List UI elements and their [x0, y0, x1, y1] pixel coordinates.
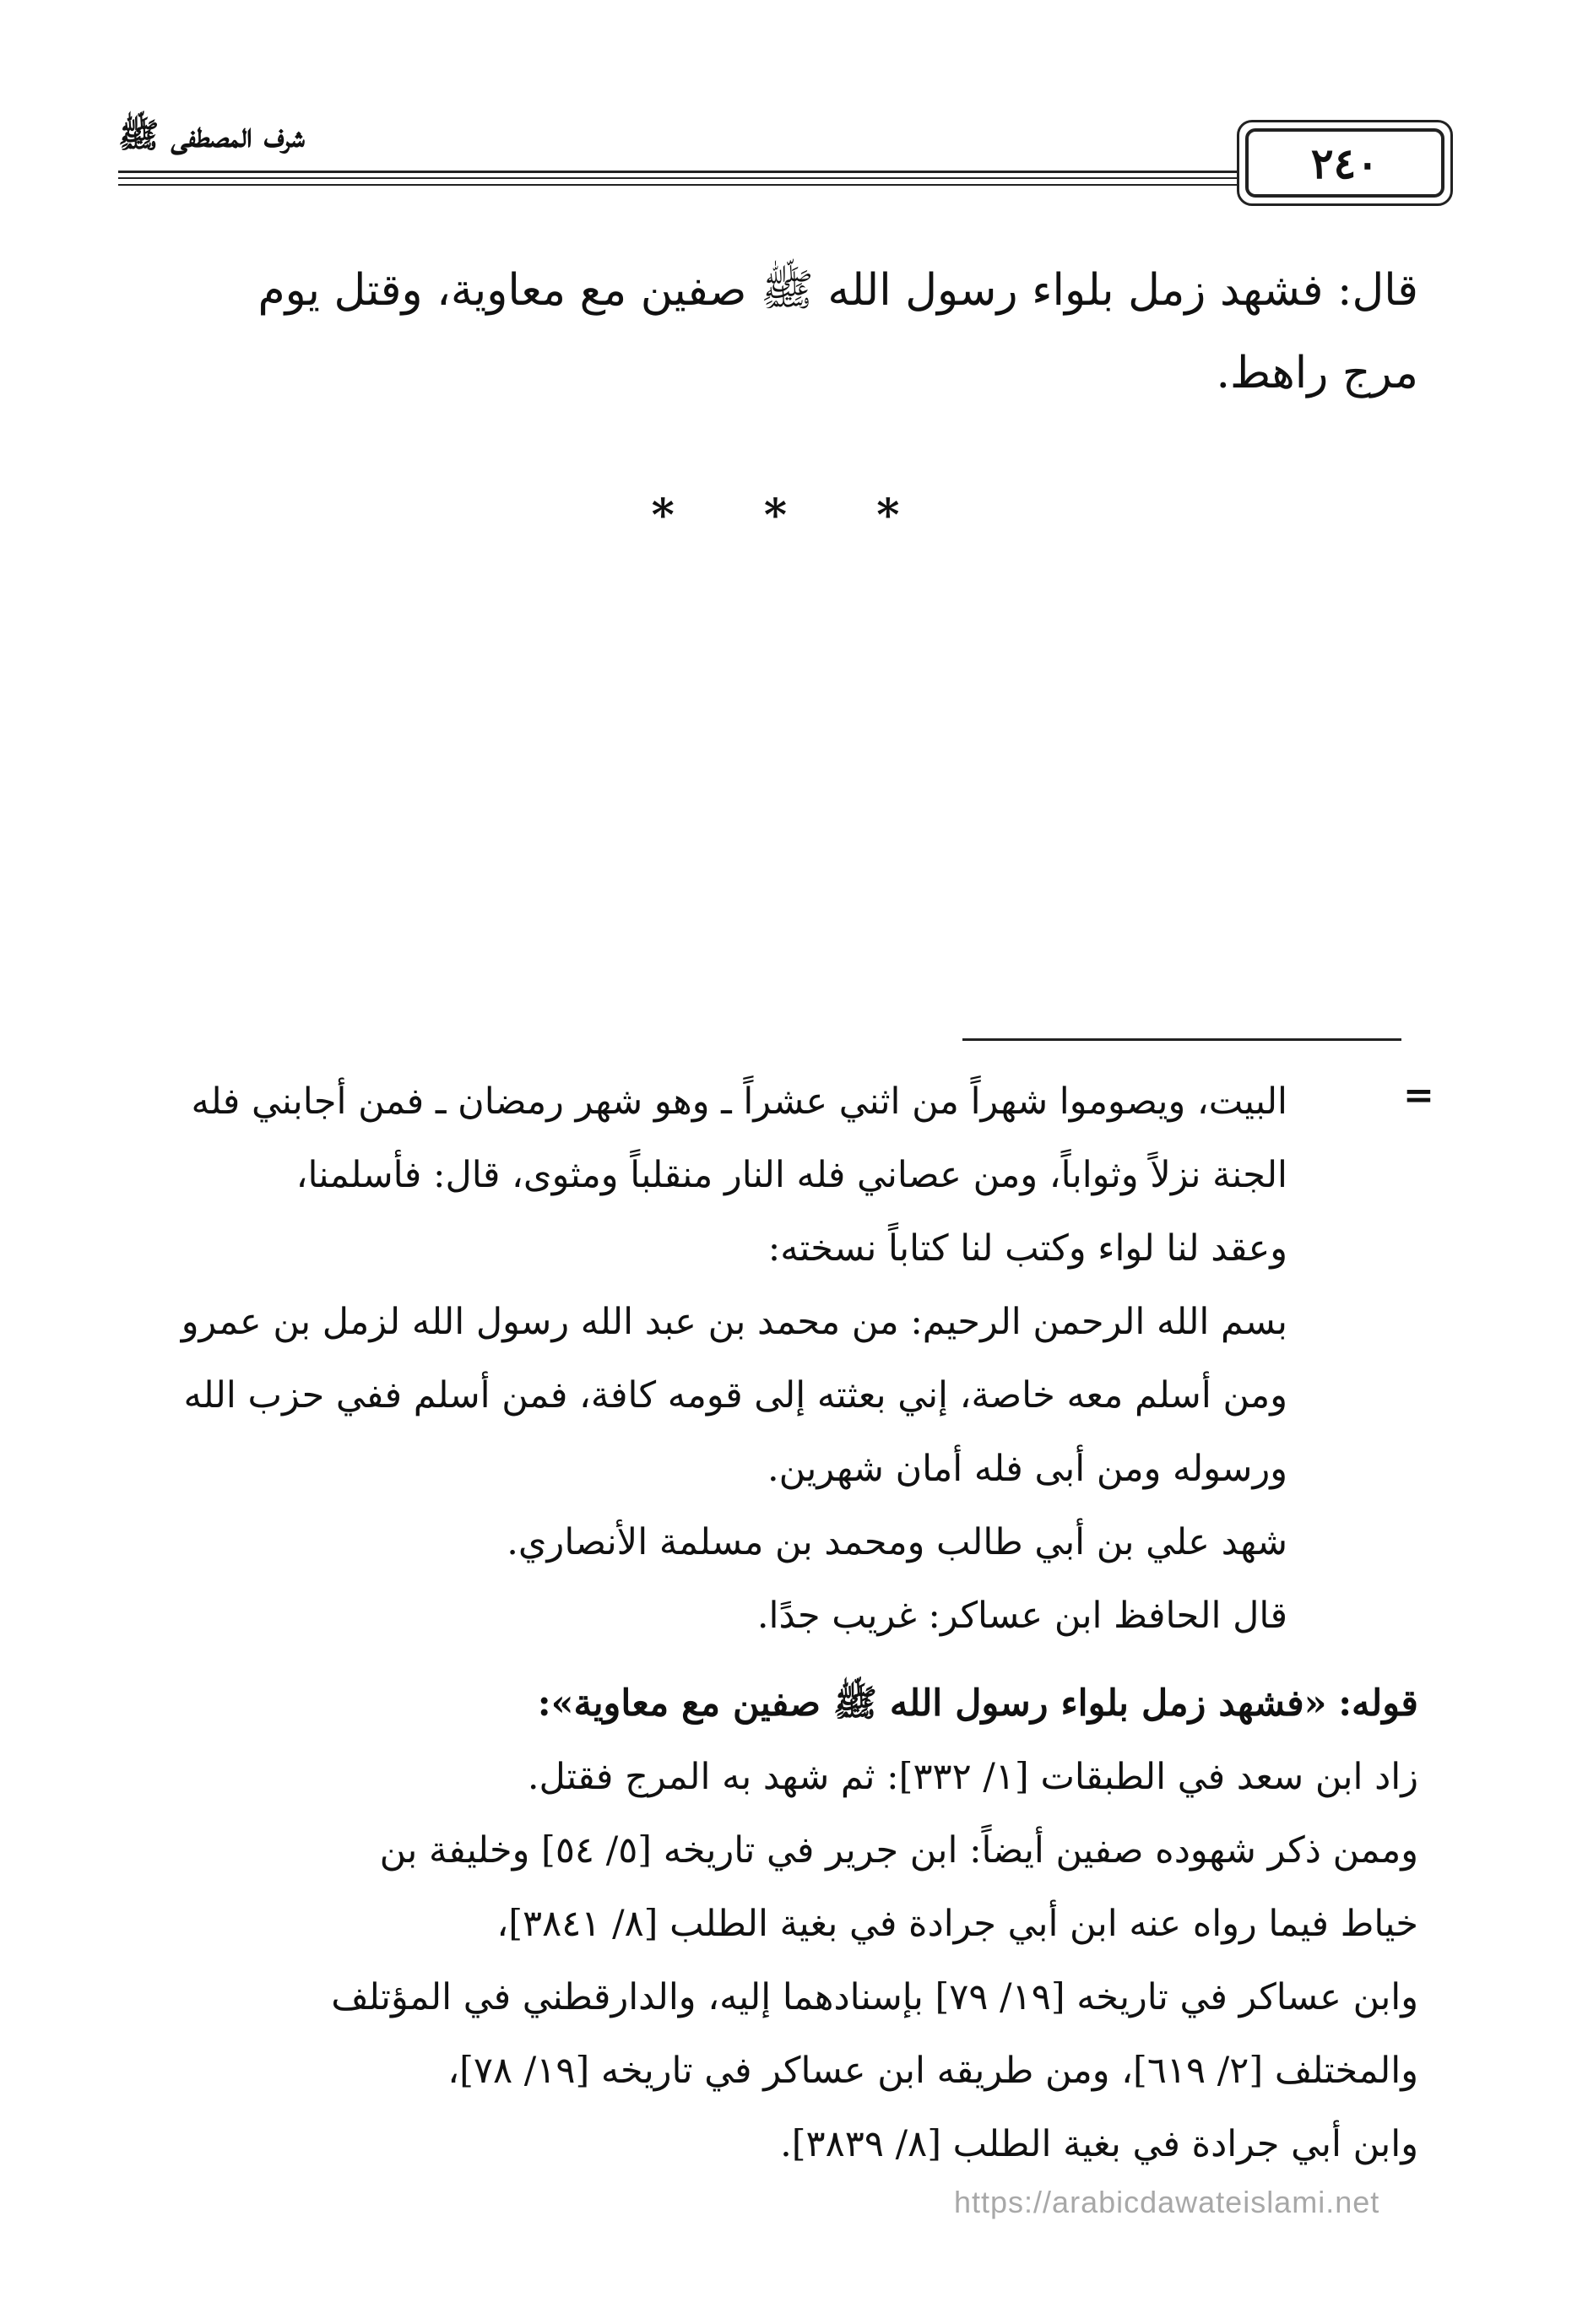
- commentary-line: وممن ذكر شهوده صفين أيضاً: ابن جرير في تاريخه [٥/ ٥٤] وخليفة بن: [379, 1829, 1418, 1872]
- running-header: [118, 110, 1427, 211]
- commentary-heading: [118, 1667, 1418, 1741]
- footnote-line: الجنة نزلاً وثواباً، ومن عصاني فله النار منقلباً ومثوى، قال: فأسلمنا،: [295, 1154, 1287, 1196]
- footnote-line: شهد علي بن أبي طالب ومحمد بن مسلمة الأنصاري.: [507, 1521, 1287, 1563]
- footnote-line: ومن أسلم معه خاصة، إني بعثته إلى قومه كافة، فمن أسلم ففي حزب الله: [183, 1374, 1287, 1417]
- book-title: شرف المصطفى ﷺ: [118, 116, 305, 155]
- footnote-line: البيت، ويصوموا شهراً من اثني عشراً ـ وهو شهر رمضان ـ فمن أجابني فله: [191, 1081, 1287, 1123]
- footnote-rule: [962, 1038, 1401, 1041]
- footnote-line: وعقد لنا لواء وكتب لنا كتاباً نسخته:: [767, 1227, 1287, 1270]
- footnote-line: بسم الله الرحمن الرحيم: من محمد بن عبد الله رسول الله لزمل بن عمرو: [181, 1301, 1287, 1343]
- page-number-frame: [1237, 120, 1453, 206]
- main-text: [118, 249, 1418, 414]
- commentary-line: وابن أبي جرادة في بغية الطلب [٨/ ٣٨٣٩].: [780, 2123, 1418, 2165]
- page-number: ٢٤٠: [1245, 128, 1444, 198]
- continuation-mark: =: [1403, 1074, 1434, 1117]
- commentary-line: خياط فيما رواه عنه ابن أبي جرادة في بغية الطلب [٨/ ٣٨٤١]،: [496, 1903, 1418, 1945]
- section-separator: * * *: [651, 490, 937, 541]
- main-text-line: قال: فشهد زمل بلواء رسول الله ﷺ صفين مع معاوية، وقتل يوم: [257, 265, 1418, 316]
- commentary-quote: «فشهد زمل بلواء رسول الله ﷺ صفين مع معاوية»:: [537, 1682, 1327, 1725]
- commentary-line: والمختلف [٢/ ٦١٩]، ومن طريقه ابن عساكر في تاريخه [١٩/ ٧٨]،: [447, 2050, 1418, 2092]
- commentary-line: زاد ابن سعد في الطبقات [١/ ٣٣٢]: ثم شهد به المرج فقتل.: [527, 1756, 1418, 1798]
- footnote-line: ورسوله ومن أبى فله أمان شهرين.: [767, 1448, 1287, 1490]
- header-rule: [118, 177, 1427, 179]
- header-rule: [118, 171, 1427, 173]
- commentary-block: [118, 1667, 1418, 2181]
- main-text-line: مرج راهط.: [1216, 348, 1418, 398]
- commentary-body: [249, 1741, 1418, 2181]
- commentary-line: وابن عساكر في تاريخه [١٩/ ٧٩] بإسنادهما إليه، والدارقطني في المؤتلف: [331, 1976, 1418, 2018]
- watermark-url: https://arabicdawateislami.net: [954, 2185, 1380, 2219]
- header-rule: [118, 184, 1427, 186]
- commentary-lead: قوله:: [1338, 1682, 1418, 1725]
- footnote-line: قال الحافظ ابن عساكر: غريب جدًا.: [756, 1595, 1287, 1637]
- footnote-block: [118, 1065, 1287, 1653]
